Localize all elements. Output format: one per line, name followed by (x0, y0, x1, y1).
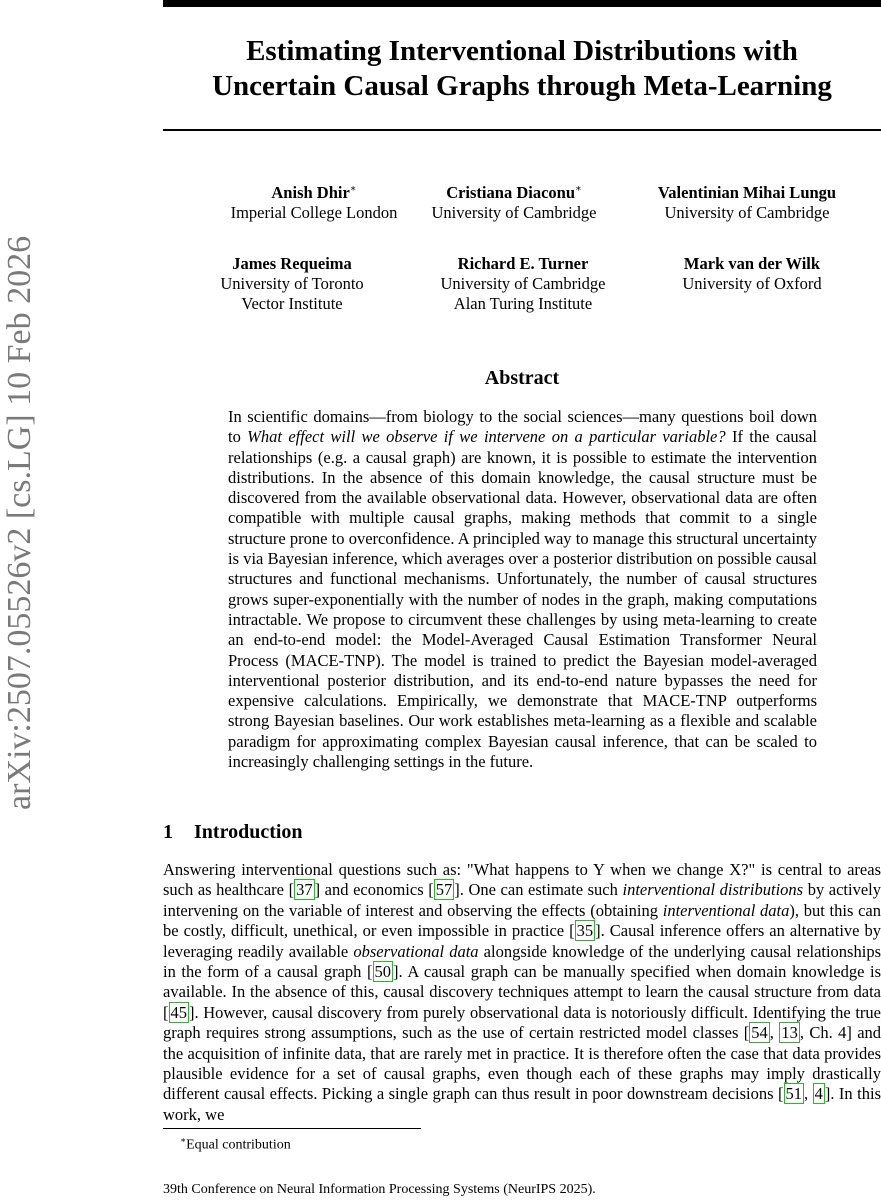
author-affiliation: Vector Institute (241, 294, 343, 313)
section-heading-introduction (163, 820, 303, 844)
section-number: 1 (163, 821, 173, 843)
title-line-1: Estimating Interventional Distributions with (246, 35, 798, 67)
author-name: Cristiana Diaconu (446, 183, 575, 202)
intro-emphasis: interventional data (662, 900, 790, 920)
author-affiliation: Alan Turing Institute (453, 294, 593, 313)
intro-text: and economics (320, 880, 429, 900)
intro-text: by actively intervening on the variable of interest and observing the effects (obtaining (163, 880, 881, 920)
author-name: Richard E. Turner (457, 254, 589, 273)
intro-text: , (804, 1084, 813, 1104)
citation-link[interactable]: 57 (435, 880, 453, 900)
abstract-text (228, 407, 817, 772)
author-block (384, 183, 644, 223)
author-name: James Requeima (232, 254, 352, 273)
footnote-mark: ∗ (180, 1135, 187, 1145)
intro-emphasis: interventional distributions (622, 880, 804, 900)
footnote-text: Equal contribution (186, 1137, 291, 1153)
author-name: Anish Dhir (271, 183, 350, 202)
title-line-2: Uncertain Causal Graphs through Meta-Learning (212, 70, 832, 102)
abstract-question: What effect will we observe if we intervene on a particular variable? (247, 427, 726, 447)
citation-link[interactable]: 35 (576, 921, 594, 941)
citation-link[interactable]: 54 (751, 1023, 768, 1043)
equal-contribution-mark: ∗ (575, 183, 582, 195)
citation-link[interactable]: 13 (781, 1023, 798, 1043)
citation-link[interactable]: 37 (296, 880, 313, 900)
citation-link[interactable]: 51 (785, 1084, 802, 1104)
citation-link[interactable]: 50 (374, 962, 392, 982)
intro-text: Answering interventional questions such as: "What happens to Y when we change X?" is central to areas such as healthcare (163, 860, 881, 900)
intro-text: . However, causal discovery from purely observational data is notoriously difficult. Identifying the true graph requires strong assumptions, such as the use of certain restricted model classes (163, 1002, 881, 1043)
intro-text: , (769, 1023, 780, 1043)
author-block (622, 254, 881, 294)
top-rule (163, 0, 881, 7)
intro-text: . A causal graph can be manually specified when domain knowledge is available. In the absence of this, causal discovery techniques attempt to learn the causal structure from data (163, 962, 881, 1002)
intro-text: ), but this can be costly, difficult, unethical, or even impossible in practice (163, 900, 881, 941)
intro-text: ]. In this work, we (163, 1084, 881, 1124)
intro-text: . Causal inference offers an alternative by leveraging readily available (163, 921, 881, 961)
intro-text: . One can estimate such (459, 880, 623, 900)
conference-footer: 39th Conference on Neural Information Processing Systems (NeurIPS 2025). (163, 1182, 596, 1197)
author-block (393, 254, 653, 314)
abstract-heading: Abstract (484, 367, 560, 389)
section-title: Introduction (194, 821, 303, 843)
equal-contribution-mark: ∗ (349, 183, 357, 195)
arxiv-identifier-watermark: arXiv:2507.05526v2 [cs.LG] 10 Feb 2026 (1, 235, 38, 810)
author-affiliation: University of Toronto (220, 274, 364, 293)
abstract-rest: If the causal relationships (e.g. a causal graph) are known, it is possible to estimate the intervention distributions. In the absence of this domain knowledge, the causal structure must be discovered from the available observational data. However, observational data are often compatible with multiple causal graphs, making methods that commit to a single structure prone to overconfidence. A principled way to manage this structural uncertainty is via Bayesian inference, which averages over a posterior distribution on possible causal structures and functional mechanisms. Unfortunately, the number of causal structures grows super-exponentially with the number of nodes in the graph, making computations intractable. We propose to circumvent these challenges by using meta-learning to create an end-to-end model: the Model-Averaged Causal Estimation Transformer Neural Process (MACE-TNP). The model is trained to predict the Bayesian model-averaged interventional posterior distribution, and its end-to-end nature bypasses the need for expensive calculations. Empirically, we demonstrate that MACE-TNP outperforms strong Bayesian baselines. Our work establishes meta-learning as a flexible and scalable paradigm for approximating complex Bayesian causal inference, that can be scaled to increasingly challenging settings in the future. (228, 427, 817, 772)
citation-link[interactable]: 4 (814, 1084, 823, 1104)
intro-emphasis: observational data (353, 941, 479, 961)
author-block (617, 183, 877, 223)
citation-link[interactable]: 45 (170, 1002, 187, 1022)
intro-text: alongside knowledge of the underlying causal relationships in the form of a causal graph (163, 941, 881, 982)
abstract-lead: In scientific domains—from biology to the social sciences—many questions boil down to (228, 407, 817, 447)
author-affiliation: University of Cambridge (664, 203, 830, 222)
author-affiliation: University of Cambridge (431, 203, 597, 222)
footnote (180, 1131, 291, 1155)
author-affiliation: University of Cambridge (440, 274, 606, 293)
author-affiliation: University of Oxford (682, 274, 822, 293)
title-rule (163, 129, 881, 131)
intro-text: , Ch. 4] and the acquisition of infinite data, that are rarely met in practice. It is therefore often the case that data provides plausible evidence for a set of causal graphs, even though each of these graphs may imply drastically different causal effects. Picking a single graph can thus result in poor downstream decisions (163, 1023, 881, 1104)
author-name: Valentinian Mihai Lungu (657, 183, 837, 202)
author-block (162, 254, 422, 314)
footnote-rule (163, 1128, 421, 1129)
introduction-text: Answering interventional questions such as: "What happens to Y when we change X?" is central to areas such as healthcare [ 37 ] and economics [ 57 ]. One can estimate such interventional distributions by actively intervening on the variable of interest and observing the effects (obtaining interventional data), but this can be costly, difficult, unethical, or even impossible in practice [ 35 ]. Causal inference offers an alternative by leveraging readily available observational data alongside knowledge of the underlying causal relationships in the form of a causal graph [ 50 ]. A causal graph can be manually specified when domain knowledge is available. In the absence of this, causal discovery techniques attempt to learn the causal structure from data [ 45 ]. However, causal discovery from purely observational data is notoriously difficult. Identifying the true graph requires strong assumptions, such as the use of certain restricted model classes [ 54 , 13 , Ch. 4] and the acquisition of infinite data, that are rarely met in practice. It is therefore often the case that data provides plausible evidence for a set of causal graphs, even though each of these graphs may imply drastically different causal effects. Picking a single graph can thus result in poor downstream decisions [ 51 , 4 ]. In this work, we (163, 860, 881, 1124)
author-name: Mark van der Wilk (683, 254, 821, 273)
author-affiliation: Imperial College London (230, 203, 398, 222)
paper-title (163, 34, 881, 104)
